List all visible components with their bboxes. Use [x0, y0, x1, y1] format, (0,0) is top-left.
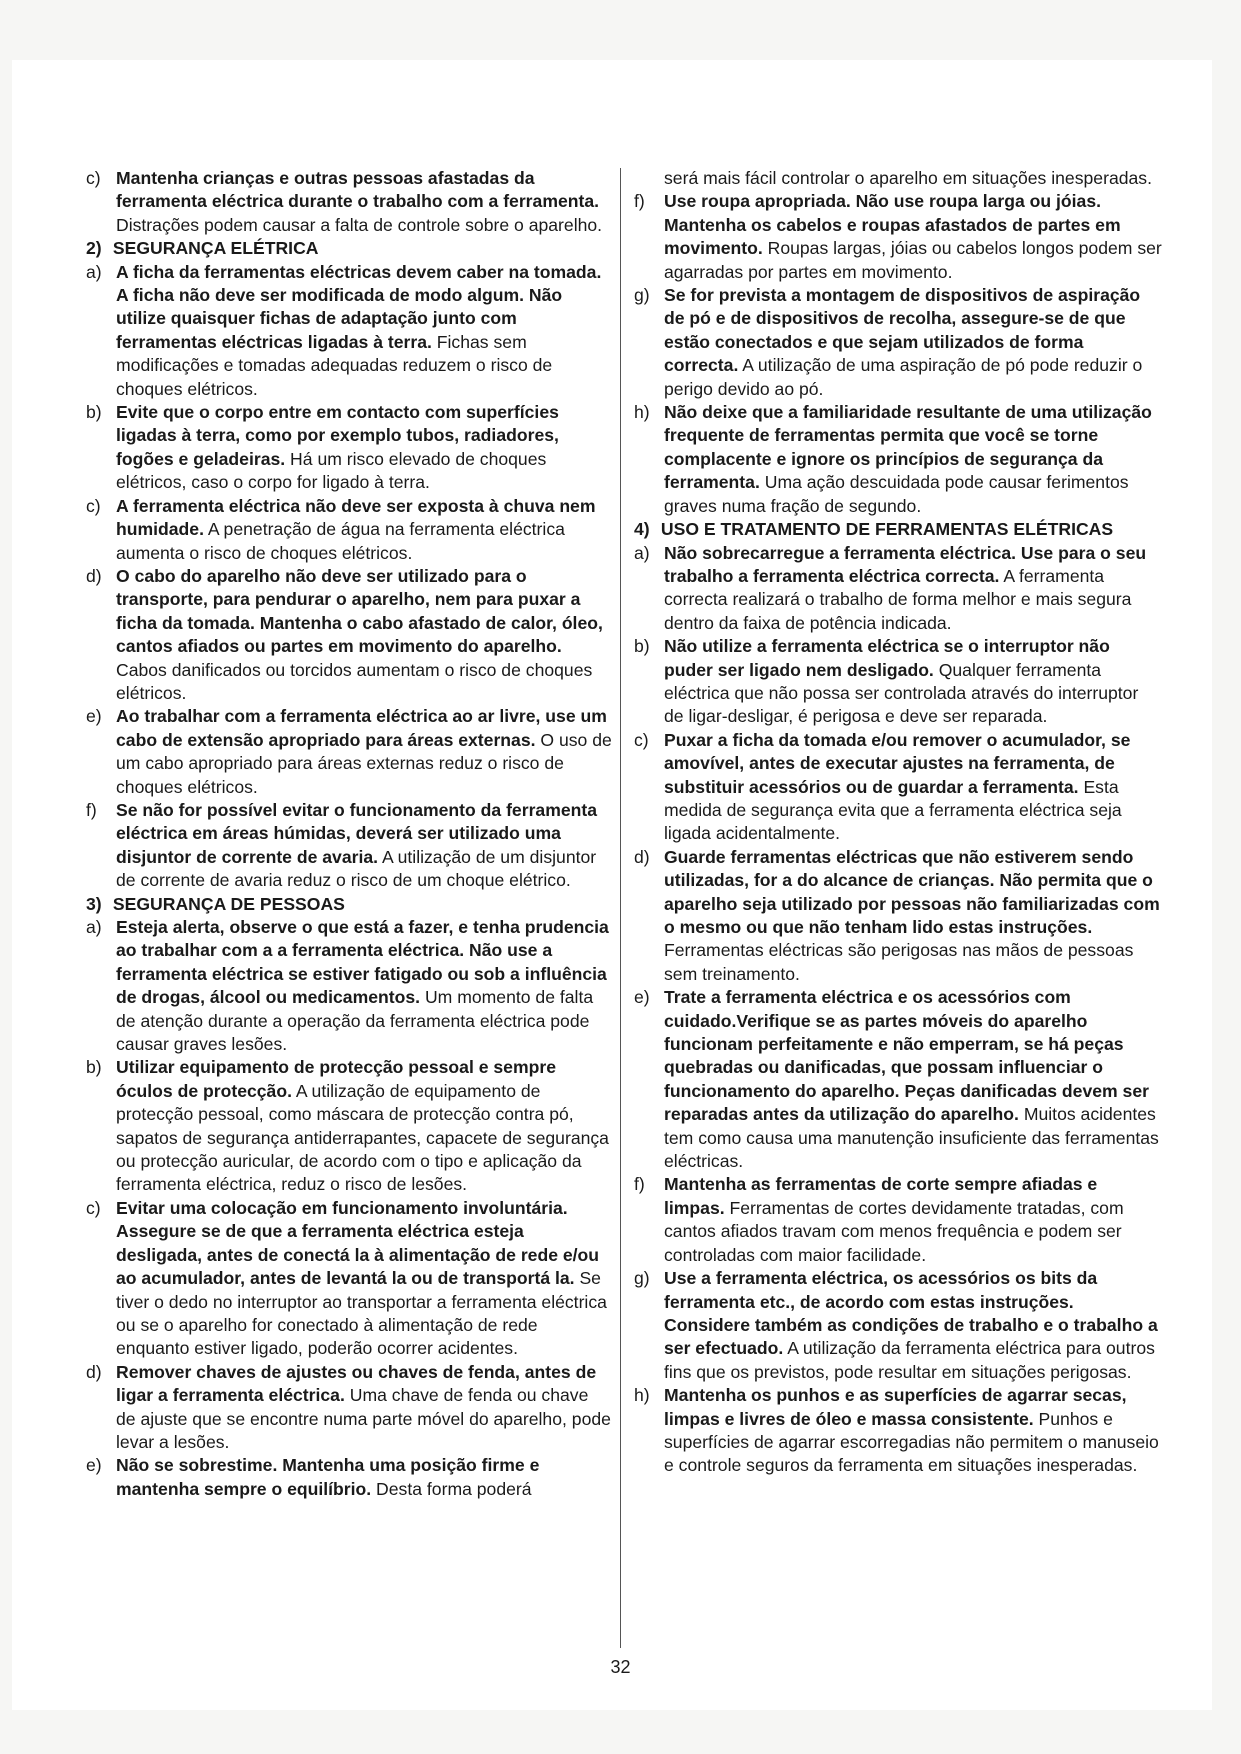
item-marker: c) [86, 495, 101, 516]
column-divider [620, 168, 621, 1648]
item-explanation: Há um risco elevado de choques elétricos, caso o corpo for ligado à terra. [116, 448, 547, 493]
item-marker: e) [634, 987, 650, 1008]
item-instruction: Se não for possível evitar o funcionamento da ferramenta eléctrica em áreas húmidas, deverá ser utilizado uma disjuntor de corrente de avaria. [116, 799, 598, 867]
safety-item [86, 495, 612, 565]
page-number: 32 [610, 1657, 631, 1677]
item-instruction: Mantenha crianças e outras pessoas afastadas da ferramenta eléctrica durante o trabalho com a ferramenta. [116, 168, 600, 212]
item-marker: a) [634, 542, 650, 563]
item-marker: e) [86, 706, 102, 727]
safety-item [86, 1454, 612, 1501]
item-instruction: Use roupa apropriada. Não use roupa larga ou jóias. Mantenha os cabelos e roupas afastados de partes em movimento. [664, 191, 1121, 259]
safety-item [86, 1197, 612, 1361]
item-marker: a) [86, 261, 102, 282]
section-number: 3) [86, 893, 102, 914]
safety-item [86, 1361, 612, 1455]
safety-item [634, 635, 1162, 729]
safety-item [634, 401, 1162, 518]
section-heading [634, 518, 1162, 541]
item-instruction: A ficha da ferramentas eléctricas devem caber na tomada. A ficha não deve ser modificada de modo algum. Não utilize quaisquer fichas de adaptação junto com ferramentas eléctricas ligadas à terra. [116, 261, 602, 352]
item-explanation: Se tiver o dedo no interruptor ao transportar a ferramenta eléctrica ou se o aparelho for conectado à alimentação de rede enquanto estiver ligado, poderão ocorrer acidentes. [116, 1268, 607, 1359]
safety-item [634, 846, 1162, 986]
item-instruction: Evite que o corpo entre em contacto com superfícies ligadas à terra, como por exemplo tubos, radiadores, fogões e geladeiras. [116, 402, 559, 469]
safety-item [86, 799, 612, 893]
item-instruction: A ferramenta eléctrica não deve ser exposta à chuva nem humidade. [116, 495, 596, 540]
item-marker: g) [634, 285, 650, 306]
item-explanation: Uma ação descuidada pode causar ferimentos graves numa fração de segundo. [664, 472, 1129, 516]
item-instruction: Esteja alerta, observe o que está a fazer, e tenha prudencia ao trabalhar com a a ferramenta eléctrica. Não use a ferramenta eléctrica se estiver fatigado ou sob a influência de drogas, álcool ou medicamentos. [116, 917, 609, 1008]
item-marker: c) [86, 168, 101, 188]
item-marker: d) [634, 846, 650, 867]
item-instruction: Não se sobrestime. Mantenha uma posição firme e mantenha sempre o equilíbrio. [116, 1455, 540, 1499]
item-marker: a) [86, 917, 102, 937]
item-marker: f) [634, 191, 645, 212]
item-explanation: Esta medida de segurança evita que a ferramenta eléctrica seja ligada acidentalmente. [664, 776, 1122, 844]
item-explanation: Roupas largas, jóias ou cabelos longos podem ser agarradas por partes em movimento. [664, 238, 1162, 282]
item-explanation: Um momento de falta de atenção durante a operação da ferramenta eléctrica pode causar graves lesões. [116, 987, 594, 1055]
safety-item [634, 1173, 1162, 1267]
item-instruction: Utilizar equipamento de protecção pessoal e sempre óculos de protecção. [116, 1057, 556, 1101]
item-marker: d) [86, 565, 102, 586]
safety-item [634, 1267, 1162, 1384]
safety-item [86, 705, 612, 799]
item-instruction: Não utilize a ferramenta eléctrica se o interruptor não puder ser ligado nem desligado. [664, 636, 1110, 680]
item-explanation: Uma chave de fenda ou chave de ajuste que se encontre numa parte móvel do aparelho, pode levar a lesões. [116, 1385, 611, 1452]
item-explanation: Ferramentas eléctricas são perigosas nas mãos de pessoas sem treinamento. [664, 940, 1134, 984]
section-title: SEGURANÇA ELÉTRICA [112, 238, 319, 259]
right-column [634, 167, 1162, 1478]
safety-item [86, 401, 612, 495]
item-instruction: Guarde ferramentas eléctricas que não estiverem sendo utilizadas, for a do alcance de crianças. Não permita que o aparelho seja utilizado por pessoas não familiarizadas com o mesmo ou que não tenham lido estas instruções. [664, 846, 1160, 937]
safety-item [634, 190, 1162, 284]
safety-item [634, 729, 1162, 846]
item-instruction: Mantenha as ferramentas de corte sempre afiadas e limpas. [664, 1174, 1098, 1218]
item-marker: c) [86, 1197, 101, 1218]
safety-item [86, 916, 612, 1056]
item-explanation: Fichas sem modificações e tomadas adequadas reduzem o risco de choques elétricos. [116, 331, 553, 399]
item-explanation: A utilização da ferramenta eléctrica para outros fins que os previstos, pode resultar em situações perigosas. [664, 1338, 1155, 1382]
safety-item [86, 565, 612, 705]
item-explanation: Muitos acidentes tem como causa uma manutenção insuficiente das ferramentas eléctricas. [664, 1104, 1159, 1172]
section-number: 2) [86, 238, 102, 259]
safety-item [86, 1056, 612, 1196]
safety-item [86, 167, 612, 237]
item-explanation: Desta forma poderá [371, 1478, 532, 1499]
left-column [86, 167, 612, 1501]
item-explanation: Distrações podem causar a falta de controle sobre o aparelho. [116, 214, 603, 235]
item-marker: b) [86, 1057, 102, 1078]
safety-item [634, 986, 1162, 1173]
item-marker: h) [634, 402, 650, 423]
section-title: SEGURANÇA DE PESSOAS [112, 893, 345, 914]
item-explanation: A utilização de um disjuntor de corrente de avaria reduz o risco de um choque elétrico. [116, 846, 597, 891]
item-explanation: Punhos e superfícies de agarrar escorregadias não permitem o manuseio e controle seguros da ferramenta em situações inesperadas. [664, 1408, 1159, 1476]
item-instruction: Use a ferramenta eléctrica, os acessórios os bits da ferramenta etc., de acordo com estas instruções. Considere também as condições de trabalho e o trabalho a ser efectuado. [664, 1268, 1158, 1359]
safety-item [634, 284, 1162, 401]
item-instruction: Trate a ferramenta eléctrica e os acessórios com cuidado.Verifique se as partes móveis do aparelho funcionam perfeitamente e não emperram, se há peças quebradas ou danificadas, que possam influenciar o funcionamento do aparelho. Peças danificadas devem ser reparadas antes da utilização do aparelho. [664, 987, 1149, 1125]
item-instruction: Evitar uma colocação em funcionamento involuntária. Assegure se de que a ferramenta eléctrica esteja desligada, antes de conectá la à alimentação de rede e/ou ao acumulador, antes de levantá la ou de transportá la. [116, 1197, 600, 1289]
item-explanation: Ferramentas de cortes devidamente tratadas, com cantos afiados travam com menos frequência e podem ser controladas com maior facilidade. [664, 1197, 1124, 1265]
item-explanation: A utilização de uma aspiração de pó pode reduzir o perigo devido ao pó. [664, 355, 1143, 399]
safety-item [634, 542, 1162, 636]
item-explanation: Cabos danificados ou torcidos aumentam o risco de choques elétricos. [116, 659, 593, 703]
item-instruction: Não sobrecarregue a ferramenta eléctrica. Use para o seu trabalho a ferramenta eléctrica correcta. [664, 542, 1147, 586]
item-marker: h) [634, 1385, 650, 1406]
item-instruction: Puxar a ficha da tomada e/ou remover o acumulador, se amovível, antes de executar ajustes na ferramenta, de substituir acessórios ou de guardar a ferramenta. [664, 729, 1131, 797]
item-marker: f) [86, 799, 97, 820]
item-marker: d) [86, 1361, 102, 1382]
section-title: USO E TRATAMENTO DE FERRAMENTAS ELÉTRICAS [660, 519, 1114, 540]
item-marker: b) [86, 402, 102, 423]
item-explanation: Qualquer ferramenta eléctrica que não possa ser controlada através do interruptor de ligar-desligar, é perigosa e deve ser reparada. [664, 659, 1139, 727]
item-instruction: Mantenha os punhos e as superfícies de agarrar secas, limpas e livres de óleo e massa consistente. [664, 1385, 1127, 1429]
item-explanation: A penetração de água na ferramenta eléctrica aumenta o risco de choques elétricos. [116, 519, 565, 563]
item-instruction: Se for prevista a montagem de dispositivos de aspiração de pó e de dispositivos de recolha, assegure-se de que estão conectados e que sejam utilizados de forma correcta. [664, 285, 1141, 376]
safety-item [634, 1384, 1162, 1478]
safety-item [86, 261, 612, 401]
item-marker: c) [634, 729, 649, 750]
item-marker: f) [634, 1174, 645, 1195]
item-marker: b) [634, 636, 650, 657]
item-instruction: Ao trabalhar com a ferramenta eléctrica ao ar livre, use um cabo de extensão apropriado para áreas externas. [116, 706, 607, 750]
item-marker: g) [634, 1268, 650, 1289]
section-heading [86, 237, 612, 260]
item-instruction: Não deixe que a familiaridade resultante de uma utilização frequente de ferramentas permita que você se torne complacente e ignore os princípios de segurança da ferramenta. [664, 402, 1152, 493]
item-instruction: O cabo do aparelho não deve ser utilizado para o transporte, para pendurar o aparelho, nem para puxar a ficha da tomada. Mantenha o cabo afastado de calor, óleo, cantos afiados ou partes em movimento do aparelho. [116, 565, 603, 657]
item-explanation: A utilização de equipamento de protecção pessoal, como máscara de protecção contra pó, sapatos de segurança antiderrapantes, capacete de segurança ou protecção auricular, de acordo com o tipo e aplicação da ferramenta eléctrica, reduz o risco de lesões. [116, 1080, 609, 1195]
item-marker: e) [86, 1455, 102, 1476]
item-instruction: Remover chaves de ajustes ou chaves de fenda, antes de ligar a ferramenta eléctrica. [116, 1361, 597, 1406]
item-explanation: A ferramenta correcta realizará o trabalho de forma melhor e mais segura dentro da faixa de potência indicada. [664, 565, 1132, 633]
section-heading [86, 893, 612, 916]
continued-paragraph: será mais fácil controlar o aparelho em situações inesperadas. [664, 168, 1152, 188]
section-number: 4) [634, 519, 650, 540]
item-explanation: O uso de um cabo apropriado para áreas externas reduz o risco de choques elétricos. [116, 729, 612, 797]
